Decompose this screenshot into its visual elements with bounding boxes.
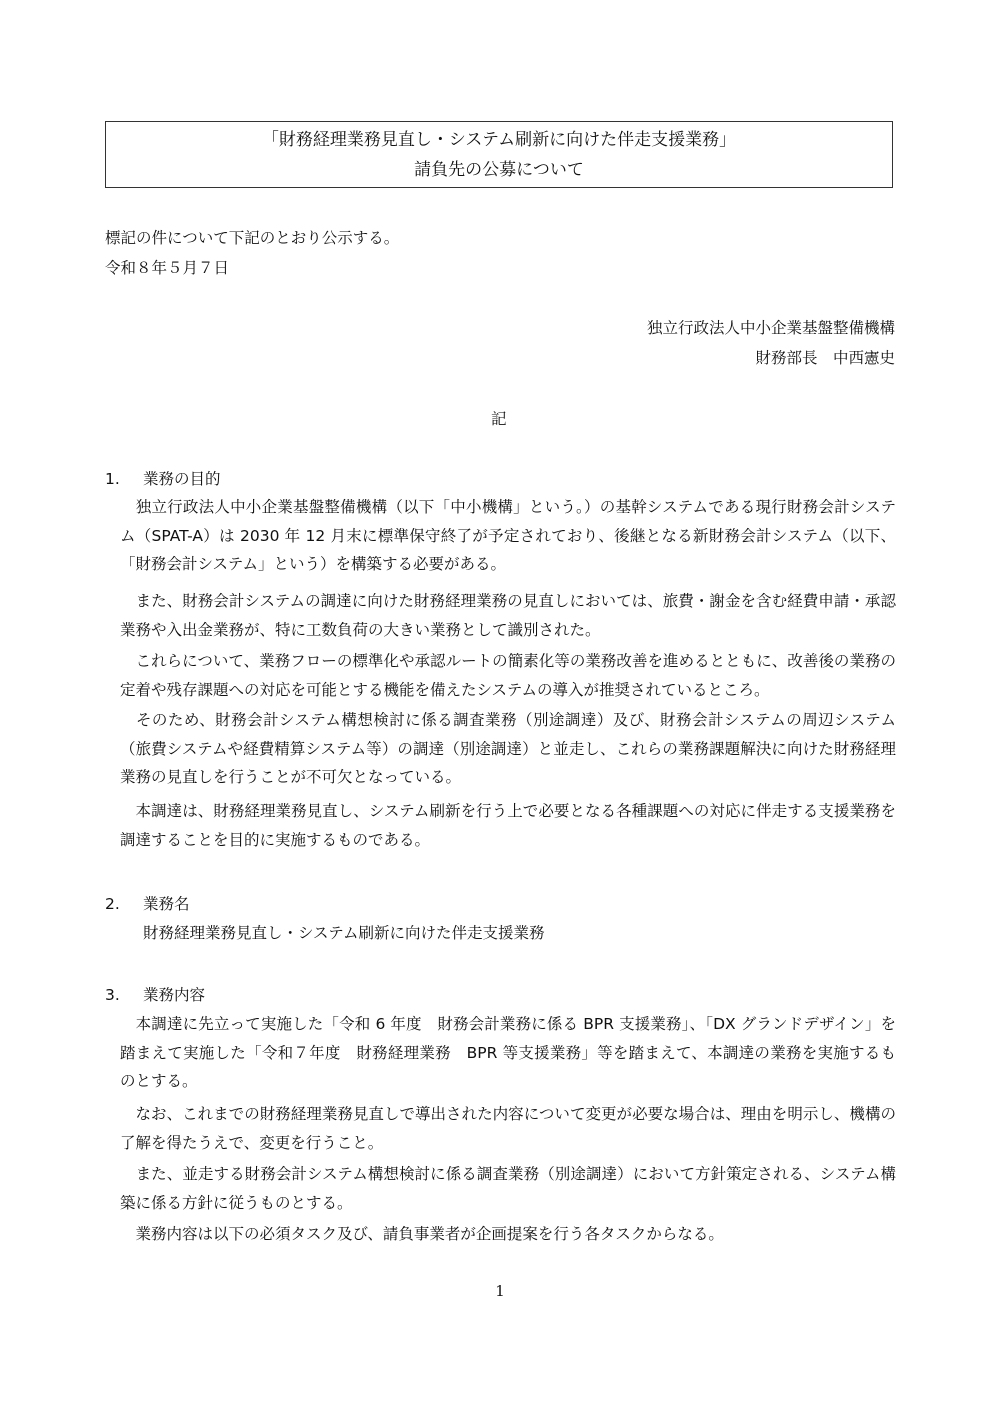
section-number: 1. — [105, 470, 120, 488]
issuer-person: 財務部長 中西憲史 — [755, 349, 895, 367]
section-1-paragraph-3: これらについて、業務フローの標準化や承認ルートの簡素化等の業務改善を進めるとともに、改善後の業務の定着や残存課題への対応を可能とする機能を備えたシステムの導入が推奨されているところ。 — [120, 652, 896, 699]
section-3-paragraph-2: なお、これまでの財務経理業務見直しで導出された内容について変更が必要な場合は、理由を明示し、機構の了解を得たうえで、変更を行うこと。 — [120, 1105, 896, 1152]
section-title: 業務の目的 — [143, 470, 221, 488]
section-1-paragraph-1: 独立行政法人中小企業基盤整備機構（以下「中小機構」という。）の基幹システムである現行財務会計システム（SPAT-A）は 2030 年 12 月末に標準保守終了が予定されており、後継となる新財務会計システム（以下、「財務会計システム」という）を構築する必要がある。 — [120, 498, 896, 574]
section-1-paragraph-4: そのため、財務会計システム構想検討に係る調査業務（別途調達）及び、財務会計システムの周辺システム（旅費システムや経費精算システム等）の調達（別途調達）と並走し、これらの業務課題解決に向けた財務経理業務の見直しを行うことが不可欠となっている。 — [120, 711, 896, 787]
section-1-paragraph-5: 本調達は、財務経理業務見直し、システム刷新を行う上で必要となる各種課題への対応に伴走する支援業務を調達することを目的に実施するものである。 — [120, 802, 896, 849]
section-number: 2. — [105, 895, 120, 913]
ki-mark: 記 — [491, 410, 507, 428]
section-1-heading — [105, 467, 221, 489]
section-title: 業務名 — [143, 895, 190, 913]
section-title: 業務内容 — [143, 986, 206, 1004]
section-3-heading — [105, 983, 205, 1005]
title-line-2: 請負先の公募について — [414, 159, 584, 180]
section-3-paragraph-3: また、並走する財務会計システム構想検討に係る調査業務（別途調達）において方針策定される、システム構築に係る方針に従うものとする。 — [120, 1165, 896, 1212]
section-3-paragraph-4: 業務内容は以下の必須タスク及び、請負事業者が企画提案を行う各タスクからなる。 — [120, 1225, 724, 1243]
section-2-heading — [105, 892, 190, 914]
title-line-1: 「財務経理業務見直し・システム刷新に向けた伴走支援業務」 — [261, 129, 737, 150]
page-number: 1 — [495, 1282, 505, 1300]
title-box — [105, 121, 893, 188]
section-3-paragraph-1: 本調達に先立って実施した「令和 6 年度 財務会計業務に係る BPR 支援業務」、「DX グランドデザイン」を踏まえて実施した「令和７年度 財務経理業務 BPR 等支援業務」等を踏まえて、本調達の業務を実施するものとする。 — [120, 1015, 896, 1091]
issuer-organization: 独立行政法人中小企業基盤整備機構 — [646, 319, 895, 337]
section-1-paragraph-2: また、財務会計システムの調達に向けた財務経理業務の見直しにおいては、旅費・謝金を含む経費申請・承認業務や入出金業務が、特に工数負荷の大きい業務として識別された。 — [120, 592, 896, 639]
section-2-body: 財務経理業務見直し・システム刷新に向けた伴走支援業務 — [143, 924, 545, 942]
intro-text: 標記の件について下記のとおり公示する。 — [105, 229, 400, 247]
publication-date: 令和８年５月７日 — [105, 259, 230, 277]
section-number: 3. — [105, 986, 120, 1004]
